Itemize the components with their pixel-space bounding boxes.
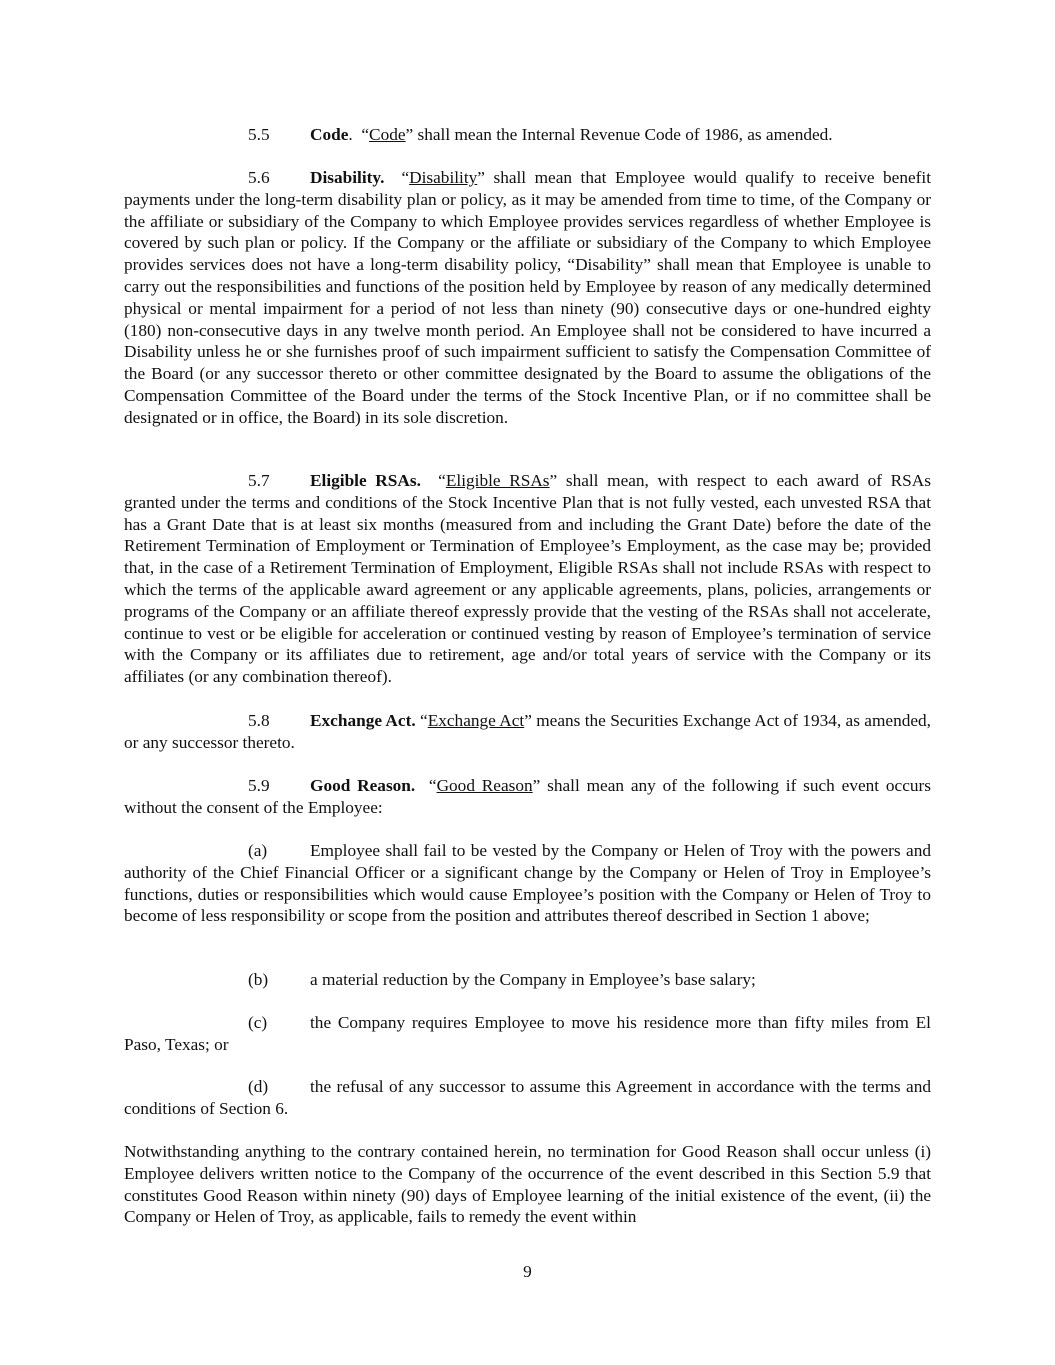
section-heading: Good Reason. [310, 776, 416, 795]
section-heading: Disability. [310, 168, 385, 187]
closing-paragraph: Notwithstanding anything to the contrary contained herein, no termination for Good Reason shall occur unless (i) Employee delivers written notice to the Company of the occurrence of the event described in this Section 5.9 that constitutes Good Reason within ninety (90) days of Employee learning of the initial existence of the event, (ii) the Company or Helen of Troy, as applicable, fails to remedy the event within [124, 1142, 931, 1227]
section-number: 5.6 [248, 168, 270, 187]
clause-label: (d) [248, 1077, 269, 1096]
section-5-5: 5.5 Code. “Code” shall mean the Internal Revenue Code of 1986, as amended. [248, 125, 833, 144]
section-text: ” shall mean, with respect to each award of RSAs granted under the terms and conditions of the Stock Incentive Plan that is not fully vested, each unvested RSA that has a Grant Date that is at least six months (measured from and including the Grant Date) before the date of the Retirement Termination of Employment or Termination of Employee’s Employment, as the case may be; provided that, in the case of a Retirement Termination of Employment, Eligible RSAs shall not include RSAs with respect to which the terms of the applicable award agreement or any applicable agreements, plans, policies, arrangements or programs of the Company or an affiliate thereof expressly provide that the vesting of the RSAs shall not accelerate, continue to vest or be eligible for acceleration or continued vesting by reason of Employee’s termination of service with the Company or its affiliates due to retirement, age and/or total years of service with the Company or its affiliates (or any combination thereof). [124, 471, 931, 687]
section-number: 5.9 [248, 776, 270, 795]
section-text: ” means the Securities Exchange Act of 1934, as amended, or any successor thereto. [124, 711, 931, 752]
defined-term: Good Reason [436, 776, 533, 795]
clause-label: (b) [248, 970, 269, 989]
clause-b [124, 969, 931, 991]
section-number: 5.5 [248, 125, 270, 144]
defined-term: Exchange Act [427, 711, 525, 730]
section-text: ” shall mean the Internal Revenue Code of 1986, as amended. [405, 125, 833, 144]
section-heading: Exchange Act. [310, 711, 416, 730]
section-text: ” shall mean any of the following if such event occurs without the consent of the Employee: [124, 776, 931, 817]
section-5-7: 5.7 Eligible RSAs. “Eligible RSAs” shall mean, with respect to each award of RSAs granted under the terms and conditions of the Stock Incentive Plan that is not fully vested, each unvested RSA that has a Grant Date that is at least six months (measured from and including the Grant Date) before the date of the Retirement Termination of Employment or Termination of Employee’s Employment, as the case may be; provided that, in the case of a Retirement Termination of Employment, Eligible RSAs shall not include RSAs with respect to which the terms of the applicable award agreement or any applicable agreements, plans, policies, arrangements or programs of the Company or an affiliate thereof expressly provide that the vesting of the RSAs shall not accelerate, continue to vest or be eligible for acceleration or continued vesting by reason of Employee’s termination of service with the Company or its affiliates due to retirement, age and/or total years of service with the Company or its affiliates (or any combination thereof). [124, 471, 931, 687]
defined-term: Code [369, 125, 406, 144]
clause-c [124, 1012, 931, 1056]
clause-label: (c) [248, 1013, 268, 1032]
section-heading: Code [310, 125, 349, 144]
page-number: 9 [523, 1262, 532, 1281]
section-5-6: 5.6 Disability. “Disability” shall mean that Employee would qualify to receive benefit payments under the long-term disability plan or policy, as it may be amended from time to time, of the Company or the affiliate or subsidiary of the Company to which Employee provides services regardless of whether Employee is covered by such plan or policy. If the Company or the affiliate or subsidiary of the Company to which Employee provides services does not have a long-term disability policy, “Disability” shall mean that Employee is unable to carry out the responsibilities and functions of the position held by Employee by reason of any medically determined physical or mental impairment for a period of not less than ninety (90) consecutive days or one-hundred eighty (180) non-consecutive days in any twelve month period. An Employee shall not be considered to have incurred a Disability unless he or she furnishes proof of such impairment sufficient to satisfy the Compensation Committee of the Board (or any successor thereto or other committee designated by the Board to assume the obligations of the Compensation Committee of the Board under the terms of the Stock Incentive Plan, or if no committee shall be designated or in office, the Board) in its sole discretion. [124, 168, 931, 427]
defined-term: Eligible RSAs [445, 471, 550, 490]
section-number: 5.8 [248, 711, 270, 730]
section-5-8: 5.8 Exchange Act. “Exchange Act” means the Securities Exchange Act of 1934, as amended, or any successor thereto. [124, 711, 931, 752]
section-heading: Eligible RSAs. [310, 471, 421, 490]
section-number: 5.7 [248, 471, 270, 490]
clause-a [124, 840, 931, 927]
clause-text: the Company requires Employee to move his residence more than fifty miles from El Paso, Texas; or [124, 1013, 931, 1054]
clause-label: (a) [248, 841, 268, 860]
clause-d [124, 1076, 931, 1120]
defined-term: Disability [409, 168, 478, 187]
clause-text: the refusal of any successor to assume this Agreement in accordance with the terms and conditions of Section 6. [124, 1077, 931, 1118]
clause-text: Employee shall fail to be vested by the Company or Helen of Troy with the powers and authority of the Chief Financial Officer or a significant change by the Company or Helen of Troy in Employee’s functions, duties or responsibilities which would cause Employee’s position with the Company or Helen of Troy to become of less responsibility or scope from the position and attributes thereof described in Section 1 above; [124, 841, 931, 926]
section-text: ” shall mean that Employee would qualify to receive benefit payments under the long-term disability plan or policy, as it may be amended from time to time, of the Company or the affiliate or subsidiary of the Company to which Employee provides services regardless of whether Employee is covered by such plan or policy. If the Company or the affiliate or subsidiary of the Company to which Employee provides services does not have a long-term disability policy, “Disability” shall mean that Employee is unable to carry out the responsibilities and functions of the position held by Employee by reason of any medically determined physical or mental impairment for a period of not less than ninety (90) consecutive days or one-hundred eighty (180) non-consecutive days in any twelve month period. An Employee shall not be considered to have incurred a Disability unless he or she furnishes proof of such impairment sufficient to satisfy the Compensation Committee of the Board (or any successor thereto or other committee designated by the Board to assume the obligations of the Compensation Committee of the Board under the terms of the Stock Incentive Plan, or if no committee shall be designated or in office, the Board) in its sole discretion. [124, 168, 931, 427]
clause-text: a material reduction by the Company in Employee’s base salary; [310, 970, 756, 989]
section-5-9: 5.9 Good Reason. “Good Reason” shall mean any of the following if such event occurs without the consent of the Employee: [124, 776, 931, 817]
